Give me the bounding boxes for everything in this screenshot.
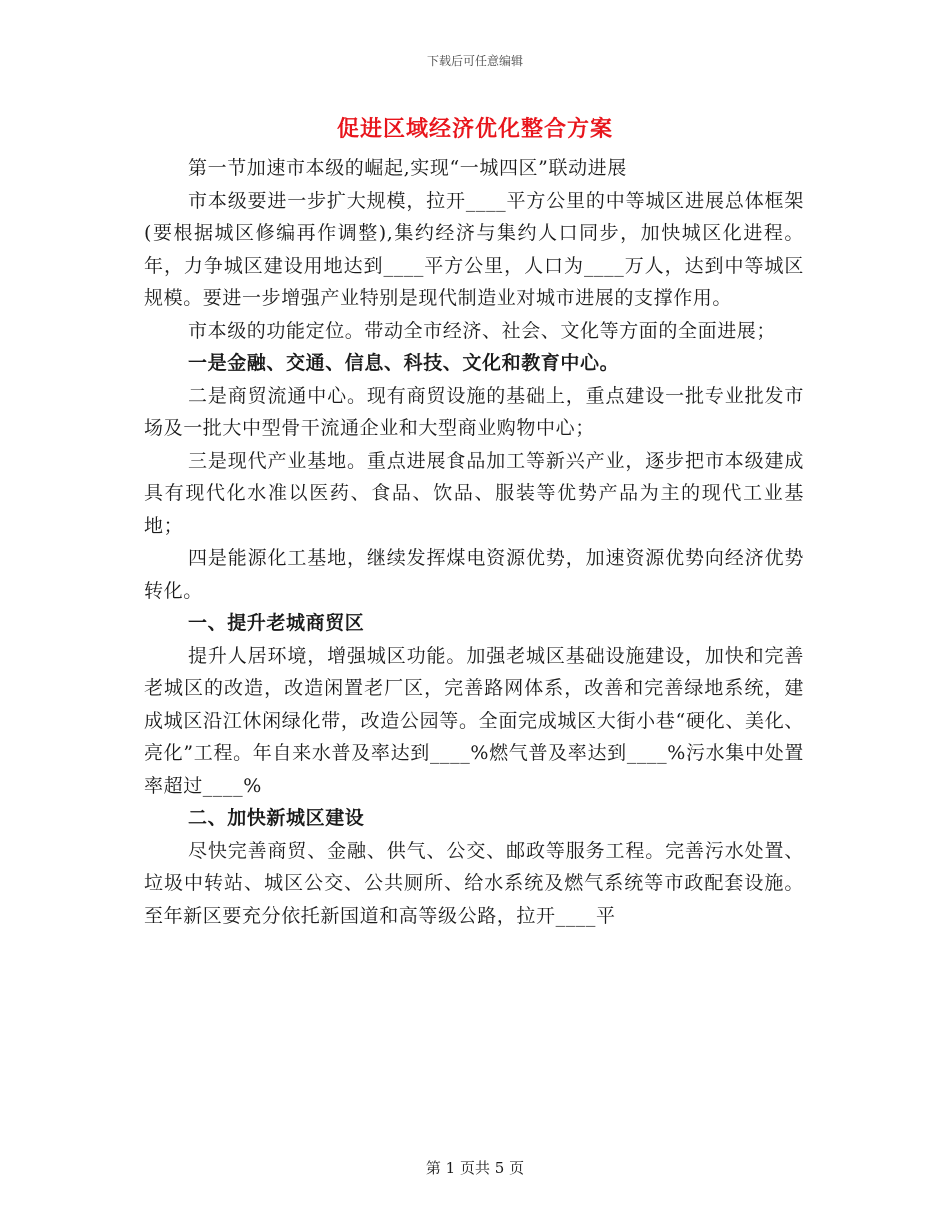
page-footer: 第 1 页共 5 页 xyxy=(425,1159,525,1177)
paragraph-point-four: 四是能源化工基地，继续发挥煤电资源优势，加速资源优势向经济优势转化。 xyxy=(144,547,804,602)
paragraph-function-positioning: 市本级的功能定位。带动全市经济、社会、文化等方面的全面进展； xyxy=(188,319,777,342)
paragraph-point-one: 一是金融、交通、信息、科技、文化和教育中心。 xyxy=(188,352,620,374)
header-note: 下载后可任意编辑 xyxy=(426,54,523,68)
paragraph-new-city: 尽快完善商贸、金融、供气、公交、邮政等服务工程。完善污水处置、垃圾中转站、城区公交、公共厕所、给水系统及燃气系统等市政配套设施。至年新区要充分依托新国道和高等级公路，拉开____平 xyxy=(144,839,804,927)
paragraph-section-heading: 第一节加速市本级的崛起,实现“一城四区”联动进展 xyxy=(188,157,627,179)
heading-old-city: 一、提升老城商贸区 xyxy=(188,612,365,634)
paragraph-old-city: 提升人居环境，增强城区功能。加强老城区基础设施建设，加快和完善老城区的改造，改造闲置老厂区，完善路网体系，改善和完善绿地系统，建成城区沿江休闲绿化带，改造公园等。全面完成城区大街小巷“硬化、美化、亮化”工程。年自来水普及率达到____%燃气普及率达到____%污水集中处置率超过____% xyxy=(144,644,804,797)
heading-new-city: 二、加快新城区建设 xyxy=(188,807,365,829)
paragraph-scale: 市本级要进一步扩大规模，拉开____平方公里的中等城区进展总体框架(要根据城区修编再作调整),集约经济与集约人口同步，加快城区化进程。年，力争城区建设用地达到____平方公里，人口为____万人，达到中等城区规模。要进一步增强产业特别是现代制造业对城市进展的支撑作用。 xyxy=(144,189,804,309)
paragraph-point-two: 二是商贸流通中心。现有商贸设施的基础上，重点建设一批专业批发市场及一批大中型骨干流通企业和大型商业购物中心； xyxy=(144,384,804,439)
paragraph-point-three: 三是现代产业基地。重点进展食品加工等新兴产业，逐步把市本级建成具有现代化水准以医药、食品、饮品、服装等优势产品为主的现代工业基地； xyxy=(144,449,804,537)
document-body xyxy=(144,152,804,932)
document-title: 促进区域经济优化整合方案 xyxy=(336,116,613,142)
